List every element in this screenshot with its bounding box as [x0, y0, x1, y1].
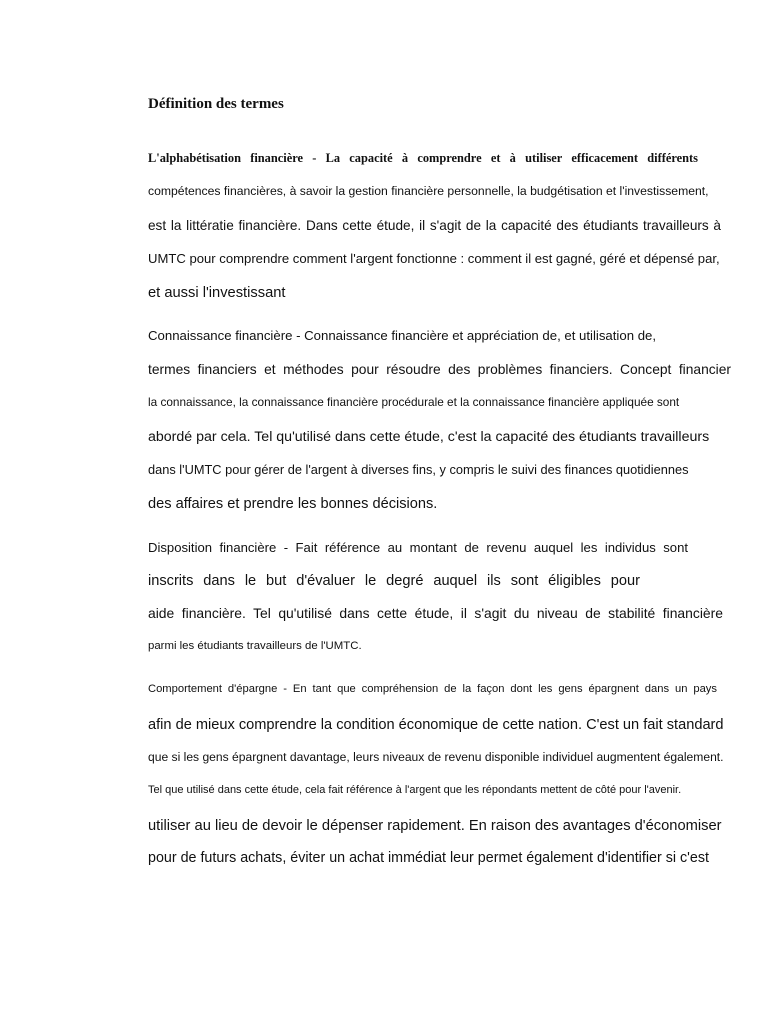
paragraph-line-11: des affaires et prendre les bonnes décisions.: [148, 496, 438, 512]
paragraph-line-12: Disposition financière - Fait référence au montant de revenu auquel les individus sont: [148, 540, 688, 555]
paragraph-line-10: dans l'UMTC pour gérer de l'argent à diverses fins, y compris le suivi des finances quotidiennes: [148, 462, 689, 477]
paragraph-line-13: inscrits dans le but d'évaluer le degré auquel ils sont éligibles pour: [148, 573, 640, 589]
paragraph-line-16: Comportement d'épargne - En tant que compréhension de la façon dont les gens épargnent dans un pays: [148, 683, 717, 695]
paragraph-line-1: L'alphabétisation financière - La capacité à comprendre et à utiliser efficacement différents: [148, 151, 698, 165]
paragraph-line-2: compétences financières, à savoir la gestion financière personnelle, la budgétisation et l'investissement,: [148, 184, 709, 198]
paragraph-line-15: parmi les étudiants travailleurs de l'UMTC.: [148, 640, 362, 652]
paragraph-line-9: abordé par cela. Tel qu'utilisé dans cette étude, c'est la capacité des étudiants travailleurs: [148, 429, 710, 445]
paragraph-line-4: UMTC pour comprendre comment l'argent fonctionne : comment il est gagné, géré et dépensé par,: [148, 251, 720, 266]
paragraph-line-6: Connaissance financière - Connaissance financière et appréciation de, et utilisation de,: [148, 328, 657, 343]
paragraph-line-14: aide financière. Tel qu'utilisé dans cette étude, il s'agit du niveau de stabilité financière: [148, 605, 723, 621]
paragraph-line-18: que si les gens épargnent davantage, leurs niveaux de revenu disponible individuel augmentent également.: [148, 750, 724, 764]
paragraph-line-5: et aussi l'investissant: [148, 285, 286, 301]
paragraph-line-19: Tel que utilisé dans cette étude, cela fait référence à l'argent que les répondants mettent de côté pour l'avenir.: [148, 784, 682, 796]
paragraph-line-3: est la littératie financière. Dans cette étude, il s'agit de la capacité des étudiants travailleurs à: [148, 218, 721, 233]
paragraph-line-7: termes financiers et méthodes pour résoudre des problèmes financiers. Concept financier: [148, 362, 731, 377]
document-heading: Définition des termes: [148, 96, 284, 112]
paragraph-line-8: la connaissance, la connaissance financière procédurale et la connaissance financière appliquée sont: [148, 395, 680, 409]
paragraph-line-17: afin de mieux comprendre la condition économique de cette nation. C'est un fait standard: [148, 717, 724, 733]
paragraph-line-21: pour de futurs achats, éviter un achat immédiat leur permet également d'identifier si c'est: [148, 850, 709, 866]
paragraph-line-20: utiliser au lieu de devoir le dépenser rapidement. En raison des avantages d'économiser: [148, 818, 722, 834]
